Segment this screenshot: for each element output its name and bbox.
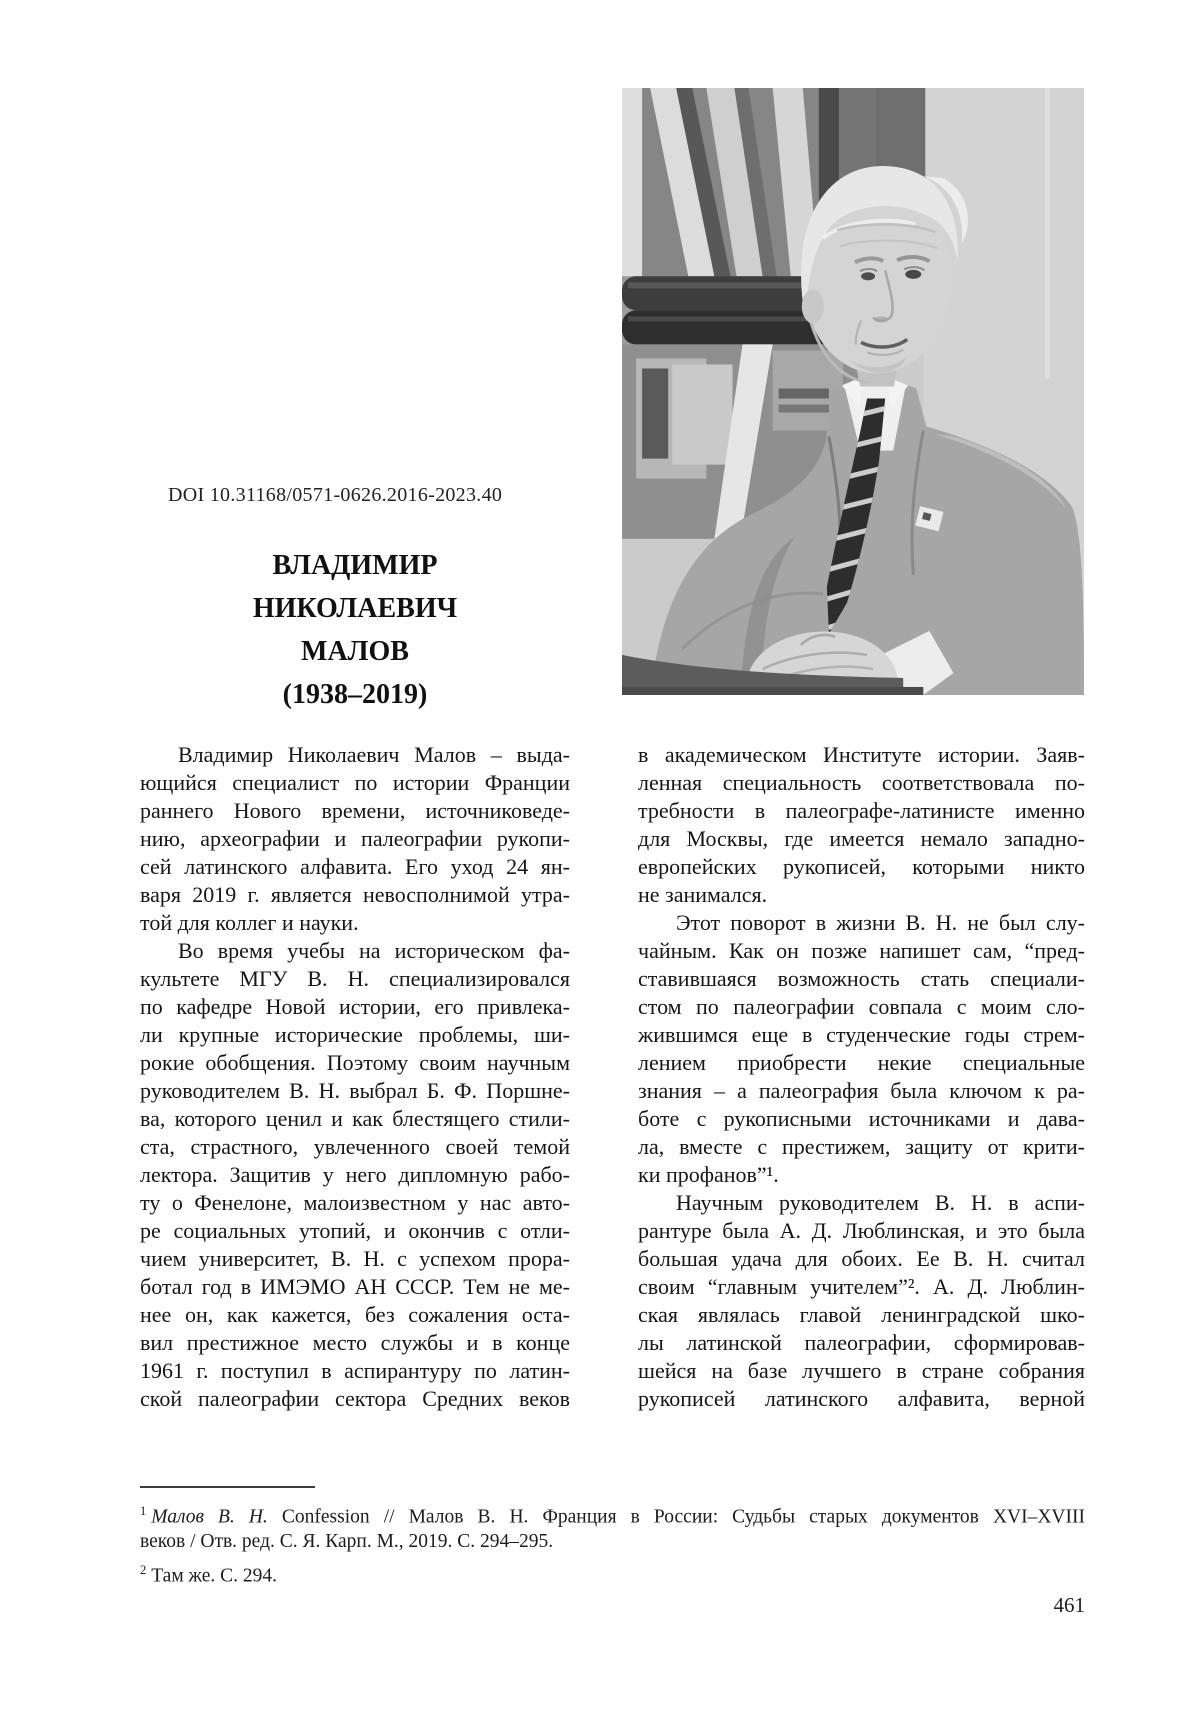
body-line: Владимир Николаевич Малов – выда- (178, 742, 570, 767)
footnote-1-text: Confession // Малов В. Н. Франция в России: Судьбы старых документов XVI–XVIII (267, 1506, 1085, 1527)
article-title (140, 544, 570, 716)
body-line: вил престижное место службы и в конце (140, 1330, 570, 1355)
body-line: ки профанов”¹. (638, 1162, 779, 1187)
footnote-1-line-2: веков / Отв. ред. С. Я. Карп. М., 2019. С. 294–295. (140, 1530, 554, 1552)
footnote-1-marker: 1 (140, 1504, 147, 1518)
body-line: требности в палеографе-латинисте именно (638, 798, 1085, 823)
left-column (140, 741, 570, 1413)
body-line: ской палеографии сектора Средних веков (140, 1386, 570, 1411)
body-line: чайным. Как он позже напишет сам, “пред- (638, 938, 1085, 963)
body-line: своим “главным учителем”². А. Д. Люблин- (638, 1274, 1085, 1299)
body-line: сей латинского алфавита. Его уход 24 ян- (140, 854, 570, 879)
footnote-separator (140, 1486, 315, 1488)
body-line: рокие обобщения. Поэтому своим научным (140, 1050, 570, 1075)
body-line: Этот поворот в жизни В. Н. не был слу- (676, 910, 1085, 935)
body-line: лением приобрести некие специальные (638, 1050, 1085, 1075)
body-line: ленная специальность соответствовала по- (638, 770, 1085, 795)
body-line: знания – а палеография была ключом к ра- (638, 1078, 1085, 1103)
doi: DOI 10.31168/0571-0626.2016-2023.40 (168, 484, 503, 506)
body-line: Научным руководителем В. Н. в аспи- (676, 1190, 1085, 1215)
body-line: той для коллег и науки. (140, 910, 359, 935)
footnote-2 (140, 1556, 1085, 1586)
right-column (638, 741, 1085, 1413)
body-line: ющийся специалист по истории Франции (140, 770, 570, 795)
body-line: рукописей латинского алфавита, верной (638, 1386, 1085, 1411)
title-line: (1938–2019) (282, 679, 428, 710)
body-line: европейских рукописей, которыми никто (638, 854, 1085, 879)
portrait-illustration (622, 88, 1084, 695)
body-line: нее он, как кажется, без сожаления оста- (140, 1302, 570, 1327)
footnote-1-line-1 (140, 1497, 1085, 1527)
body-line: в академическом Институте истории. Заяв- (638, 742, 1085, 767)
body-line: большая удача для обоих. Ее В. Н. считал (638, 1246, 1085, 1271)
body-line: ла, вместе с престижем, защиту от крити- (638, 1134, 1085, 1159)
body-line: шейся на базе лучшего в стране собрания (638, 1358, 1085, 1383)
title-line: НИКОЛАЕВИЧ (252, 593, 458, 624)
title-line: ВЛАДИМИР (272, 550, 438, 581)
footnote-2-marker: 2 (140, 1563, 147, 1577)
body-line: руководителем В. Н. выбрал Б. Ф. Поршне- (140, 1078, 570, 1103)
body-line: для Москвы, где имеется немало западно- (638, 826, 1085, 851)
body-line: ставившаяся возможность стать специали- (638, 966, 1085, 991)
footnote-2-text: Там же. С. 294. (151, 1565, 278, 1586)
footnotes (140, 1497, 1085, 1586)
body-line: нию, археографии и палеографии рукопи- (140, 826, 570, 851)
body-line: жившимся еще в студенческие годы стрем- (638, 1022, 1085, 1047)
body-line: ту о Фенелоне, малоизвестном у нас авто- (140, 1190, 570, 1215)
body-line: по кафедре Новой истории, его привлека- (140, 994, 570, 1019)
body-line: не занимался. (638, 882, 768, 907)
footnote-1-author: Малов В. Н. (151, 1506, 268, 1527)
page-number: 461 (1053, 1593, 1085, 1617)
body-line: культете МГУ В. Н. специализировался (140, 966, 570, 991)
body-line: стом по палеографии совпала с моим сло- (638, 994, 1085, 1019)
body-line: рантуре была А. Д. Люблинская, и это была (638, 1218, 1085, 1243)
body-line: лы латинской палеографии, сформировав- (638, 1330, 1085, 1355)
body-line: ботал год в ИМЭМО АН СССР. Тем не ме- (140, 1274, 570, 1299)
body-line: Во время учебы на историческом фа- (178, 938, 570, 963)
body-line: ста, страстного, увлеченного своей темой (140, 1134, 570, 1159)
body-line: 1961 г. поступил в аспирантуру по латин- (140, 1358, 570, 1383)
title-line: МАЛОВ (301, 636, 409, 667)
body-line: варя 2019 г. является невосполнимой утра- (140, 882, 570, 907)
body-line: раннего Нового времени, источниковеде- (140, 798, 570, 823)
portrait-photo (622, 88, 1084, 695)
body-line: ская являлась главой ленинградской шко- (638, 1302, 1085, 1327)
body-line: лектора. Защитив у него дипломную рабо- (140, 1162, 570, 1187)
body-line: ва, которого ценил и как блестящего стили- (140, 1106, 570, 1131)
body-line: чием университет, В. Н. с успехом прора- (140, 1246, 570, 1271)
body-line: боте с рукописными источниками и дава- (638, 1106, 1085, 1131)
body-line: ли крупные исторические проблемы, ши- (140, 1022, 570, 1047)
body-line: ре социальных утопий, и окончив с отли- (140, 1218, 570, 1243)
